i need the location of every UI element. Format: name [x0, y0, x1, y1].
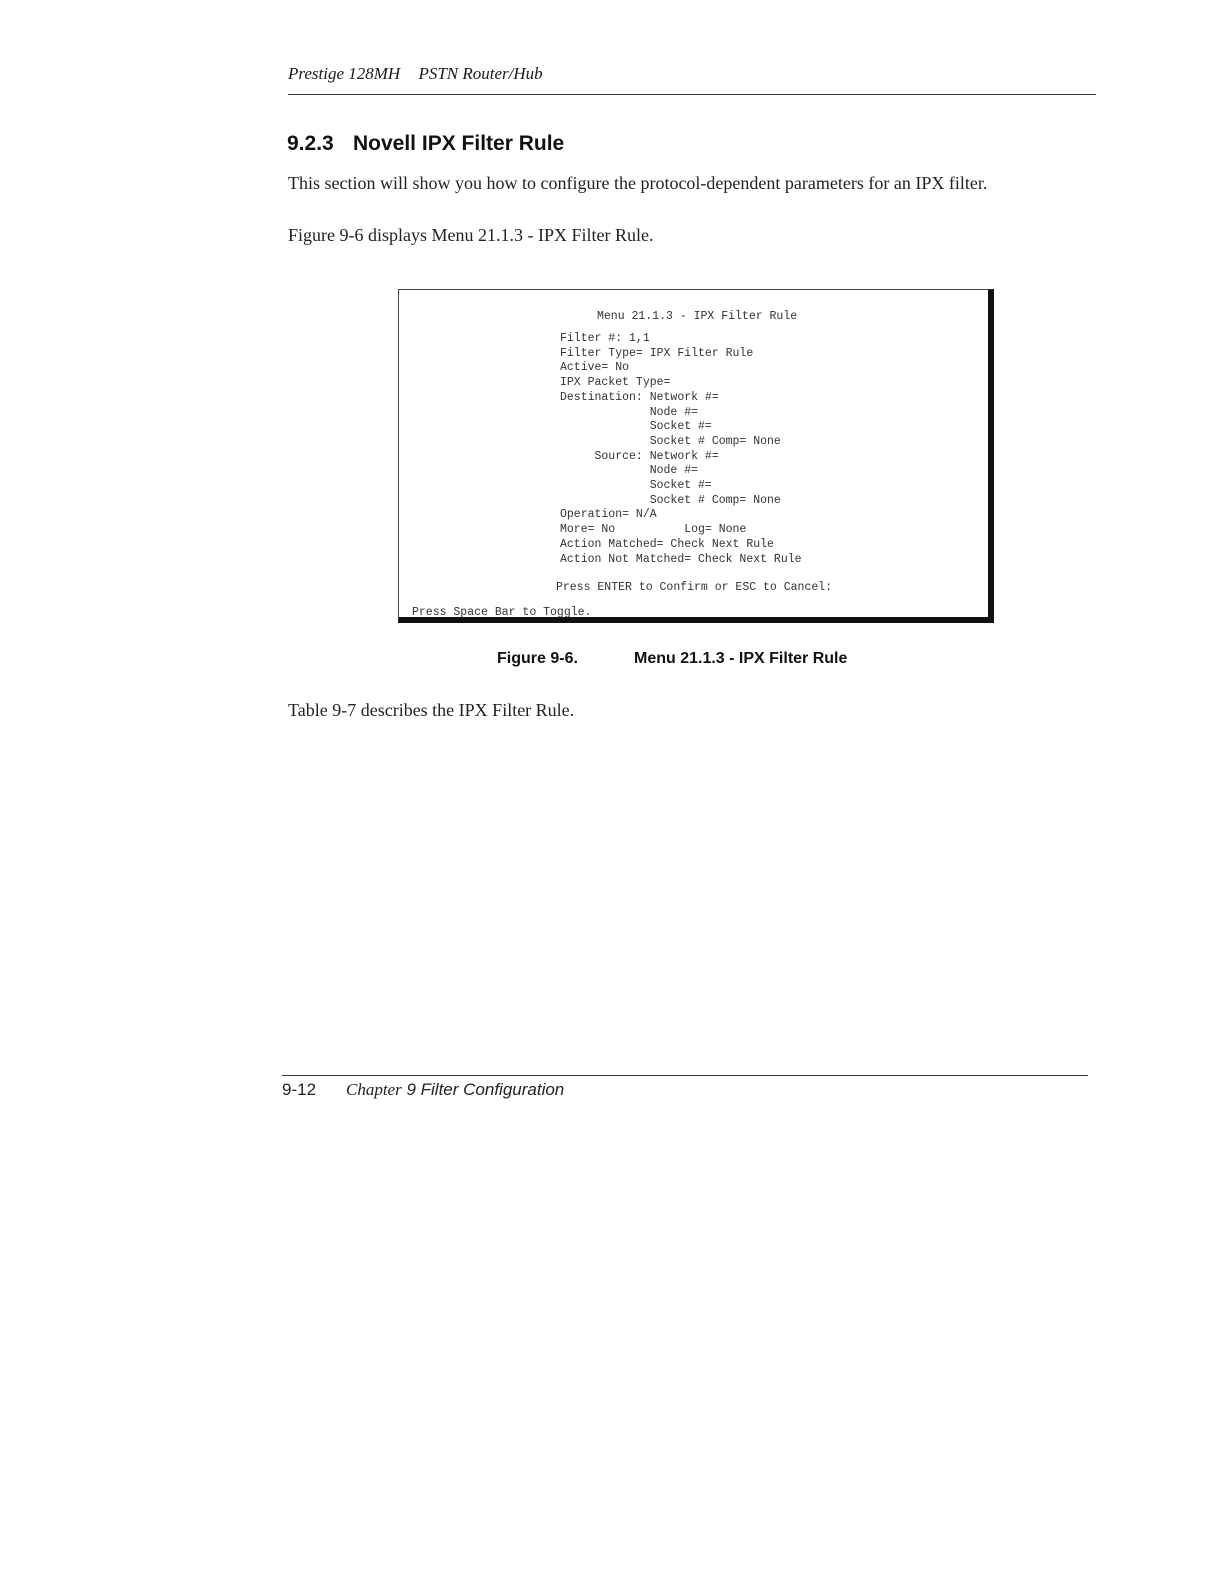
menu-line: More= No Log= None	[560, 523, 747, 537]
menu-line: Filter Type= IPX Filter Rule	[560, 346, 754, 360]
toggle-hint: Press Space Bar to Toggle.	[412, 606, 592, 619]
menu-line: Active= No	[560, 361, 630, 375]
figure-label: Figure 9-6.	[497, 650, 578, 667]
menu-fields	[560, 332, 802, 567]
menu-line: Socket # Comp= None	[560, 434, 781, 448]
menu-line: Socket #=	[560, 479, 712, 493]
intro-paragraph: This section will show you how to configure the protocol-dependent parameters for an IPX filter.	[288, 173, 988, 193]
footer-chapter-word: Chapter	[346, 1080, 402, 1099]
menu-line: Destination: Network #=	[560, 390, 719, 404]
section-title: Novell IPX Filter Rule	[353, 132, 565, 155]
menu-line: Filter #: 1,1	[560, 332, 650, 345]
page-number: 9-12	[282, 1080, 317, 1099]
menu-line: Node #=	[560, 464, 699, 478]
menu-line: Operation= N/A	[560, 508, 657, 522]
running-header	[288, 64, 1096, 95]
menu-line: IPX Packet Type=	[560, 376, 671, 390]
terminal-screen-figure	[398, 289, 994, 623]
menu-line: Action Not Matched= Check Next Rule	[560, 552, 802, 566]
header-model: PSTN Router/Hub	[418, 64, 543, 83]
menu-line: Socket #=	[560, 420, 712, 434]
menu-line: Node #=	[560, 405, 699, 419]
menu-line: Socket # Comp= None	[560, 493, 781, 507]
menu-line: Source: Network #=	[560, 449, 719, 463]
header-product: Prestige 128MH	[288, 64, 401, 83]
footer-rule	[282, 1075, 1088, 1076]
menu-title: Menu 21.1.3 - IPX Filter Rule	[597, 310, 798, 323]
figure-caption	[497, 650, 847, 668]
running-footer	[282, 1080, 564, 1100]
menu-line: Action Matched= Check Next Rule	[560, 537, 774, 551]
footer-chapter-title: 9 Filter Configuration	[406, 1080, 565, 1099]
figure-title: Menu 21.1.3 - IPX Filter Rule	[634, 650, 848, 667]
table-reference-paragraph: Table 9-7 describes the IPX Filter Rule.	[288, 700, 575, 720]
section-number: 9.2.3	[287, 132, 334, 155]
confirm-prompt: Press ENTER to Confirm or ESC to Cancel:	[556, 581, 833, 594]
figure-reference-paragraph: Figure 9-6 displays Menu 21.1.3 - IPX Filter Rule.	[288, 225, 654, 245]
section-heading	[287, 132, 564, 156]
